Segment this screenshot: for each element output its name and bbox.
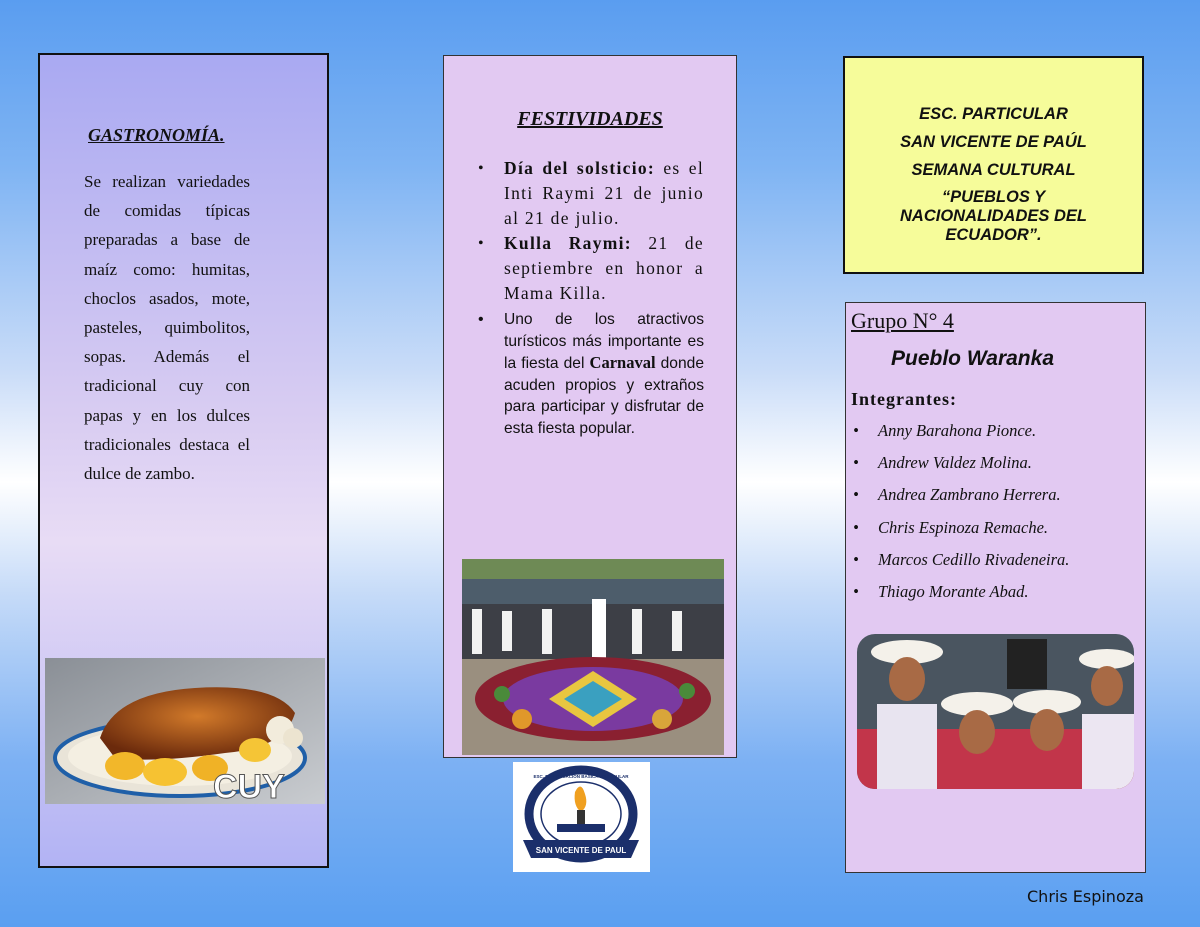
gastronomy-text: Se realizan variedades de comidas típicas preparadas a base de maíz como: humitas, choclos asados, mote, pasteles, quimbolitos, sopas. Además el tradicional cuy con papas y en los dulces tradicionales destaca el dulce de zambo. (84, 172, 250, 484)
cuy-label: CUY (213, 768, 285, 804)
title-box (843, 56, 1144, 274)
title-line-name: SAN VICENTE DE PAÚL (900, 133, 1087, 151)
festival-photo (462, 559, 724, 755)
title-line-theme-1: “PUEBLOS Y (941, 188, 1046, 206)
list-item: • Uno de los atractivos turísticos más importante es la fiesta del Carnaval donde acuden propios y extraños para participar y disfrutar de esta fiesta popular. (504, 309, 704, 440)
gastronomy-panel (38, 53, 329, 868)
gastronomy-title: GASTRONOMÍA. (88, 125, 225, 145)
title-line-theme-3: ECUADOR”. (945, 226, 1042, 244)
list-item: • Día del solsticio: es el Inti Raymi 21 de junio al 21 de julio. (504, 156, 704, 231)
list-item: • Andrea Zambrano Herrera. (851, 485, 1069, 517)
list-item: • Anny Barahona Pionce. (851, 421, 1069, 453)
cuy-food-photo (45, 658, 325, 804)
title-line-theme-2: NACIONALIDADES DEL (899, 207, 1087, 225)
list-item: • Chris Espinoza Remache. (851, 518, 1069, 550)
waranka-people-photo (857, 634, 1134, 789)
festivities-title: FESTIVIDADES (517, 108, 663, 130)
pueblo-name: Pueblo Waranka (891, 347, 1054, 370)
group-number: Grupo N° 4 (851, 308, 954, 333)
list-item: • Kulla Raymi: 21 de septiembre en honor a Mama Killa. (504, 231, 704, 306)
list-item: • Marcos Cedillo Rivadeneira. (851, 550, 1069, 582)
festivities-list (474, 156, 704, 440)
title-lines (845, 104, 1142, 245)
logo-top-text: ESC. DE EDUCACIÓN BÁSICA PARTICULAR (533, 774, 629, 779)
title-line-school: ESC. PARTICULAR (919, 105, 1068, 123)
members-list (851, 421, 1069, 614)
members-title: Integrantes: (851, 389, 957, 409)
group-panel (845, 302, 1146, 873)
festivities-panel (443, 55, 737, 758)
school-logo (513, 762, 650, 872)
title-line-event: SEMANA CULTURAL (911, 161, 1076, 179)
list-item: • Andrew Valdez Molina. (851, 453, 1069, 485)
logo-bottom-text: SAN VICENTE DE PAUL (535, 846, 627, 855)
author-name: Chris Espinoza (1027, 887, 1144, 906)
list-item: • Thiago Morante Abad. (851, 582, 1069, 614)
